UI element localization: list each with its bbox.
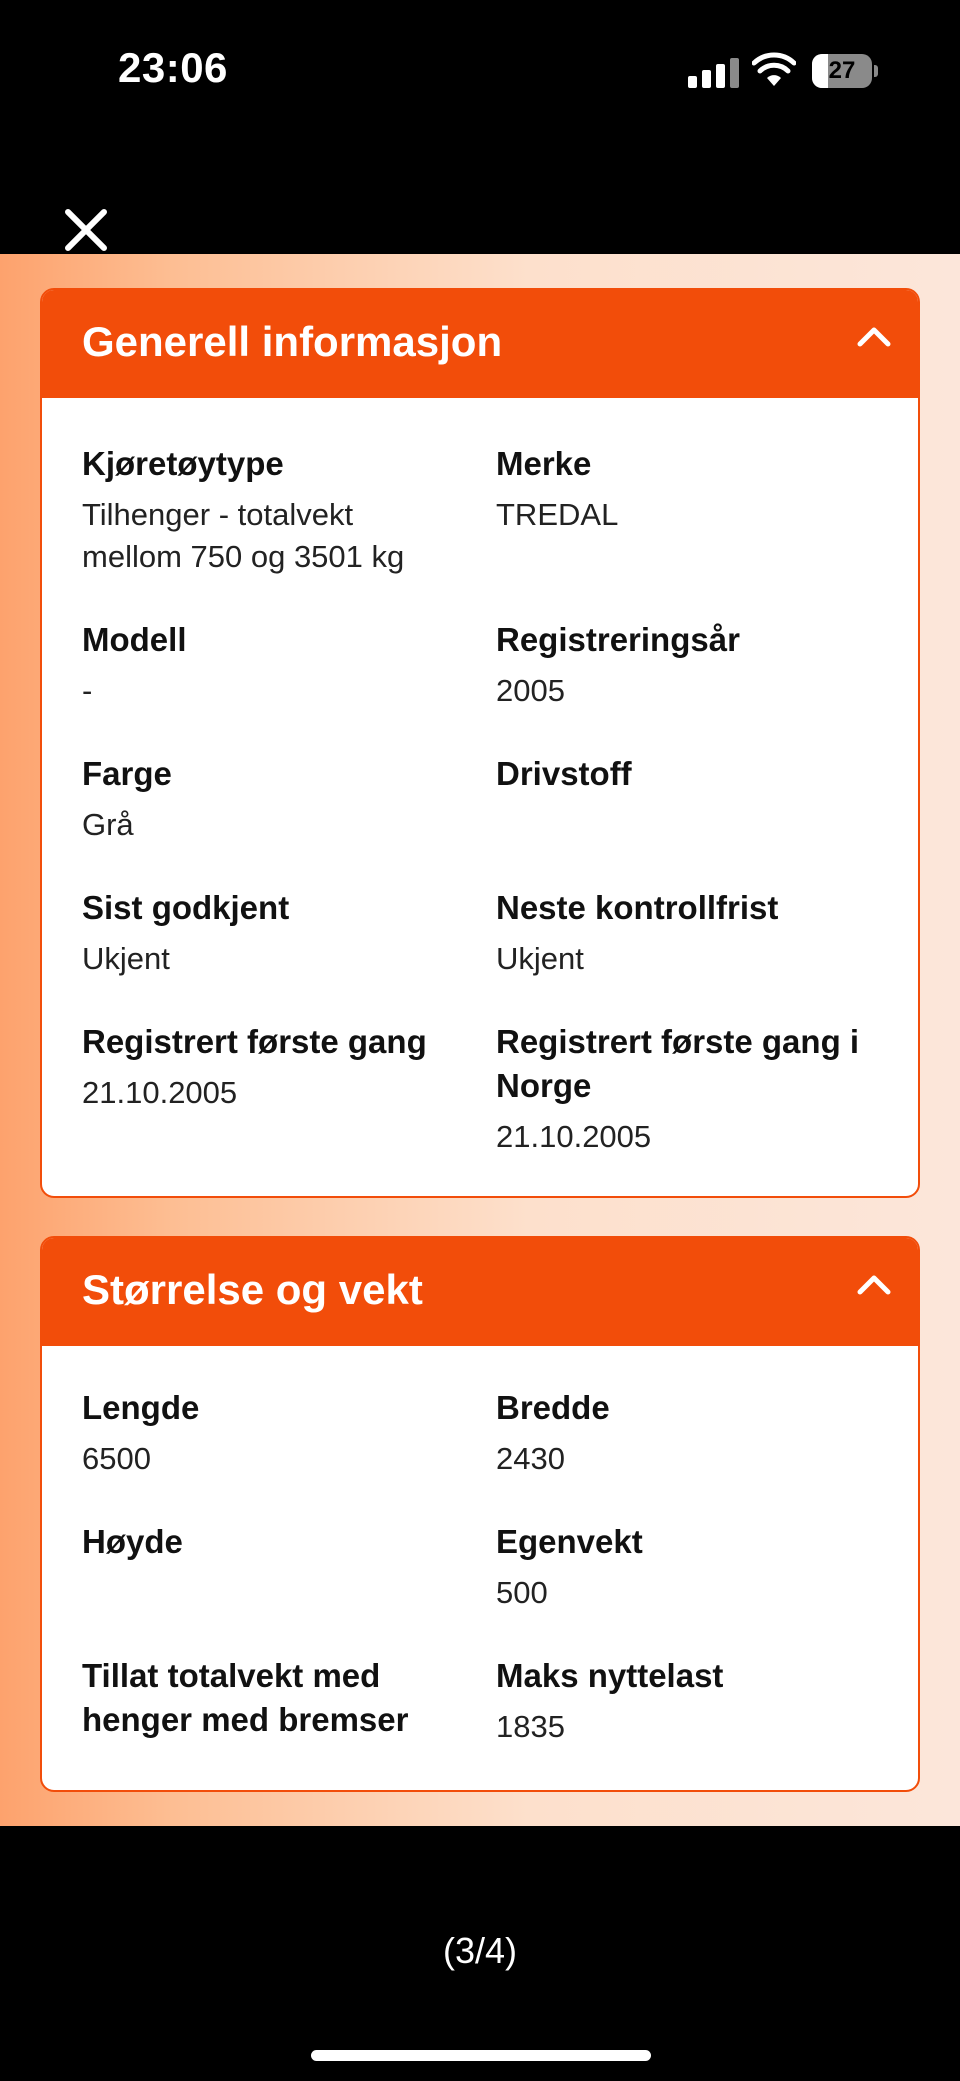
card-title: Størrelse og vekt — [82, 1266, 423, 1313]
field-color — [82, 752, 496, 846]
field-first-registered — [82, 1020, 496, 1158]
card-size-weight-header[interactable] — [42, 1238, 918, 1346]
card-title: Generell informasjon — [82, 318, 503, 365]
field-label: Tillat totalvekt med henger med bremser — [82, 1657, 409, 1738]
field-label: Drivstoff — [496, 755, 632, 792]
card-general-info-header[interactable] — [42, 290, 918, 398]
field-label: Lengde — [82, 1389, 200, 1426]
field-next-inspection — [496, 886, 908, 980]
field-model — [82, 618, 496, 712]
field-allowed-total-weight — [82, 1654, 496, 1748]
field-label: Modell — [82, 621, 187, 658]
field-max-payload — [496, 1654, 908, 1748]
field-value: 21.10.2005 — [496, 1119, 652, 1154]
field-vehicle-type — [82, 442, 496, 578]
field-value: - — [82, 673, 93, 708]
field-label: Farge — [82, 755, 172, 792]
viewer-top-bar — [0, 140, 960, 254]
status-bar — [0, 0, 960, 140]
battery-level: 27 — [828, 57, 856, 84]
field-value: 500 — [496, 1575, 548, 1610]
chevron-up-icon[interactable] — [856, 1268, 892, 1298]
field-label: Maks nyttelast — [496, 1657, 724, 1694]
field-label: Egenvekt — [496, 1523, 643, 1560]
field-value — [496, 804, 908, 846]
status-time: 23:06 — [118, 44, 228, 91]
field-label: Registreringsår — [496, 621, 740, 658]
field-value — [82, 1572, 496, 1614]
close-icon[interactable] — [62, 206, 110, 254]
field-value: Grå — [82, 807, 134, 842]
page-counter: (3/4) — [442, 1930, 518, 1971]
field-length — [82, 1386, 496, 1480]
field-label: Kjøretøytype — [82, 445, 284, 482]
field-value: TREDAL — [496, 497, 619, 532]
signal-icon — [688, 58, 740, 88]
chevron-up-icon[interactable] — [856, 320, 892, 350]
card-general-info — [40, 288, 920, 1198]
field-fuel — [496, 752, 908, 846]
field-curb-weight — [496, 1520, 908, 1614]
field-value: 6500 — [82, 1441, 151, 1476]
home-indicator[interactable] — [311, 2050, 651, 2061]
field-grid — [42, 1346, 918, 1776]
wifi-icon — [752, 52, 796, 88]
field-label: Neste kontrollfrist — [496, 889, 779, 926]
field-label: Bredde — [496, 1389, 610, 1426]
field-grid — [42, 398, 918, 1186]
field-last-approved — [82, 886, 496, 980]
field-label: Sist godkjent — [82, 889, 290, 926]
field-value: Ukjent — [496, 941, 584, 976]
field-value: Ukjent — [82, 941, 170, 976]
field-label: Registrert første gang i Norge — [496, 1023, 860, 1104]
card-size-weight — [40, 1236, 920, 1792]
field-value: 21.10.2005 — [82, 1075, 238, 1110]
field-value: Tilhenger - totalvekt mellom 750 og 3501 kg — [82, 497, 405, 574]
field-label: Høyde — [82, 1523, 183, 1560]
field-width — [496, 1386, 908, 1480]
field-value: 2005 — [496, 673, 565, 708]
field-value: 1835 — [496, 1709, 565, 1744]
field-first-registered-norway — [496, 1020, 908, 1158]
field-value: 2430 — [496, 1441, 565, 1476]
field-label: Merke — [496, 445, 592, 482]
field-height — [82, 1520, 496, 1614]
field-brand — [496, 442, 908, 578]
battery-icon — [812, 54, 876, 88]
field-label: Registrert første gang — [82, 1023, 427, 1060]
field-registration-year — [496, 618, 908, 712]
